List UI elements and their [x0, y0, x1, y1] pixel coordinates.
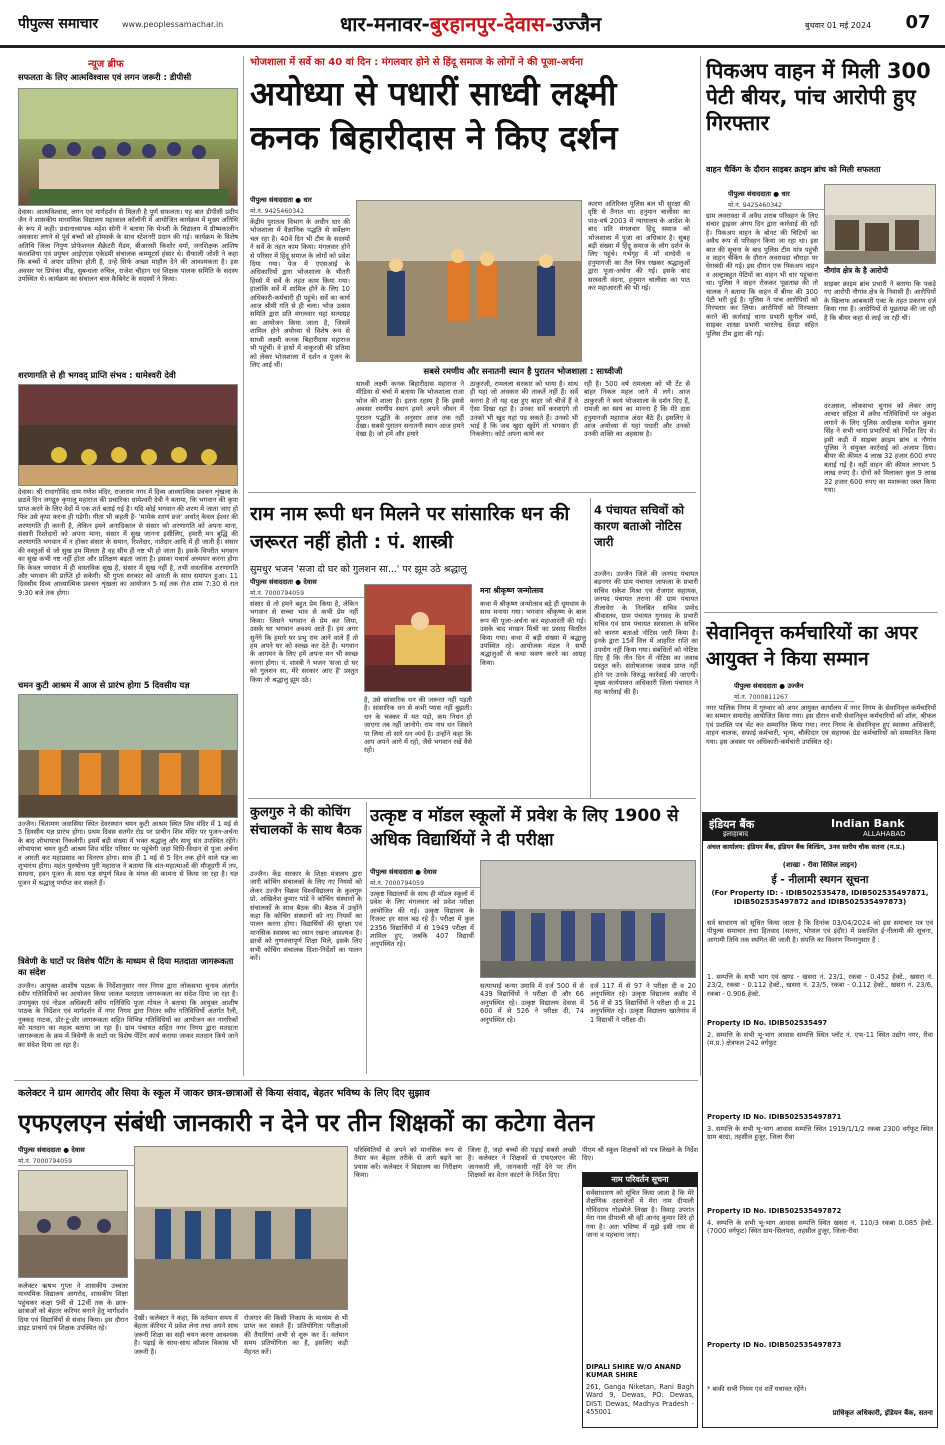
collector-col1: कलेक्टर ऋषभ गुप्ता ने शासकीय उच्चतर माध्यमिक विद्यालय आगरोद, शासकीय शिक्षा पहुंचकर कक्षा 9वीं से 12वीं तक के छात्र-छात्राओं को बेहतर करियर बनाने हेतु मार्गदर्शन दिया एवं विद्यार्थियों से संवाद किया। इस दौरान डाइट प्राचार्य एवं शिक्षक उपस्थित रहे। — [18, 1282, 128, 1333]
lead-kicker: भोजशाला में सर्वे का 40 वां दिन : मंगलवार होने से हिंदू समाज के लोगों ने की पूजा-अर्चना — [250, 57, 583, 68]
name-change-address: 261, Ganga Niketan, Rani Bagh Ward 9, Dewas, PO: Dewas, DIST: Dewas, Madhya Pradesh - 455001 — [586, 1383, 694, 1417]
collector-col4: परिस्थितियों से अपने को मानसिक रूप से तैयार कर बेहतर तरीके से आगे बढ़ने का प्रयास करें। कलेक्टर ने विद्यालय का निरीक्षण किया। — [354, 1146, 462, 1180]
katha-stage-photo — [365, 585, 472, 692]
pickup-byline: पीपुल्स संवाददाता ● धार — [728, 190, 790, 198]
exam-students-photo — [481, 861, 696, 978]
collector-col2: देखी। कलेक्टर ने कहा, कि वर्तमान समय में बेहतर कॅरियर में प्रवेश लेना तथा अपने साथ ज़रूरी शिक्षा का सही चयन करना आवश्यक है। पढ़ाई के साथ-साथ कौशल विकास भी जरूरी है। — [134, 1314, 238, 1356]
bank-item-6: Property ID No. IDIB502535497872 — [707, 1207, 842, 1215]
issue-date: बुधवार 01 मई 2024 — [805, 21, 872, 30]
bank-item-8: Property ID No. IDIB502535497873 — [707, 1341, 842, 1349]
sevanivrit-byline: पीपुल्स संवाददाता ● उज्जैन — [734, 682, 804, 690]
ram-phone: मो.नं. 7000794059 — [250, 588, 370, 598]
brief1-headline: सफलता के लिए आत्मविश्वास एवं लगन जरूरी : डीपीसी — [18, 72, 192, 82]
school-phone: मो.नं. 7000794059 — [370, 878, 490, 888]
bank-item-2: Property ID No. IDIB502535497 — [707, 1019, 828, 1027]
brief2-photo — [18, 384, 238, 486]
ram-subhead: सुमधुर भजन 'सजा दो घर को गुलशन सा...' पर झूम उठे श्रद्धालु — [250, 564, 467, 575]
section-title — [340, 10, 740, 40]
lead-photo — [356, 200, 582, 362]
collector-photo — [18, 1170, 128, 1278]
brief1-photo — [18, 88, 238, 206]
collector-col6: पीएम श्री स्कूल शिक्षकों को पत्र लिखने के निर्देश दिए। — [582, 1146, 698, 1163]
lead-headline-1: अयोध्या से पधारीं साध्वी लक्ष्मी — [250, 74, 617, 113]
seized-beer-photo — [825, 185, 936, 264]
bank-item-3: 2. सम्पत्ति के सभी भू-भाग आवास सम्पत्ति स्थित प्लॉट नं. एफ-11 स्थित उद्योग नगर, रीवा (म.प्र.) क्षेत्रफल 242 वर्गफुट — [707, 1031, 933, 1048]
saints-gathering-photo — [19, 695, 238, 818]
collector-phone: मो.नं. 7000794059 — [18, 1156, 138, 1166]
newspaper-logo: पीपुल्स समाचार — [18, 16, 99, 32]
name-change-body: सर्वसाधारण को सूचित किया जाता है कि मेरे शैक्षणिक दस्तावेजों में मेरा नाम दीपाली गोविंदराव गोडबोले लिखा है। विवाह उपरांत मेरा नाम दीपाली श्री व्ही आनंद कुमार शिरे हो गया है। अतः भविष्य में मुझे इसी नाम से जाना व पहचाना जाए। — [586, 1189, 694, 1240]
bank-notice — [702, 812, 938, 1428]
sevanivrit-headline: सेवानिवृत्त कर्मचारियों का अपर आयुक्त ने किया सम्मान — [706, 622, 918, 670]
ram-col3-head: मना श्रीकृष्ण जन्मोत्सव — [480, 586, 544, 595]
website: www.peoplessamachar.in — [122, 20, 224, 29]
name-change-header: नाम परिवर्तन सूचना — [583, 1173, 697, 1187]
bank-sign: प्राधिकृत अधिकारी, इंडियन बैंक, सतना — [832, 1409, 933, 1417]
bank-item-4: Property ID No. IDIB502535497871 — [707, 1113, 842, 1121]
collector-classroom-photo — [19, 1171, 128, 1278]
collector-byline: पीपुल्स संवाददाता ● देवास — [18, 1146, 85, 1154]
brief3-headline: चमन कुटी आश्रम में आज से प्रारंभ होगा 5 दिवसीय यज्ञ — [18, 680, 190, 690]
brief3-photo — [18, 694, 238, 818]
pickup-caption: साइबर क्राइम ब्रांच प्रभारी ने बताया कि पकड़े गए आरोपी नौगांव क्षेत्र के निवासी हैं। आरोपियों के खिलाफ आबकारी एक्ट के तहत प्रकरण दर्ज किया गया है। आरोपियों से पूछताछ की जा रही है कि बीयर कहां से लाई जा रही थी। — [824, 280, 936, 322]
brief1-body: देवास। आत्मविश्वास, लगन एवं मार्गदर्शन से मिलती है पूर्ण सफलता। यह बात डीपीसी प्रदीप जैन ने शासकीय माध्यमिक विद्यालय महाकाल कॉलोनी में आयोजित कार्यक्रम में मुख्य अतिथि के रूप में कही। प्रधानाध्यापक महेश सोनी ने बताया कि मेनशी के विद्यालय में ग्रीष्मकालीन अवकाश लगने से पूर्व बच्चों को होमवर्क के साथ स्टेशनरी प्रदान की गई। कार्यक्रम के विशेष अतिथि जिला निपुण प्रोफेशनल सैक्रेटरी मैडम, बीआरसी किशोर वर्मा, जनशिक्षक आशिष करवशिया एवं प्रयुषन आईएएस एकेडमी संचालक कम्प्यूटर्स हंसार थे। सैफाली जोशी ने कहा कि बच्चों में अपार प्रतिभा होती है, उन्हें सिर्फ अच्छा माहौल देने की आवश्यकता है। इस अवसर पर प्रियंका मीढ़, सुबन्धला रुचिल, राजेश चौहान एवं शिक्षक पालक समिति के सदस्य उपस्थित थे। कार्यक्रम का संचालन बाल कैबिनेट के सदस्यों ने किया। — [18, 208, 238, 284]
school-col1: उत्कृष्ट विद्यालयों के साथ ही मॉडल स्कूलों में प्रवेश के लिए मंगलवार को प्रवेश परीक्षा आयोजित की गई। उत्कृष्ट विद्यालय के रिजल्ट हर साल बढ़ रहे हैं। परीक्षा में कुल 2356 विद्यार्थियों में से 1949 परीक्षा में शामिल हुए, जबकि 407 विद्यार्थी अनुपस्थित रहे। — [370, 890, 474, 949]
pickup-photo — [824, 184, 936, 264]
school-headline: उत्कृष्ट व मॉडल स्कूलों में प्रवेश के लिए 1900 से अधिक विद्यार्थियों ने दी परीक्षा — [370, 806, 679, 850]
pickup-phone: मो.नं. 9425460342 — [728, 200, 828, 210]
collector-kicker: कलेक्टर ने ग्राम आगरोद और सिया के स्कूल में जाकर छात्र-छात्राओं से किया संवाद, बेहतर भविष्य के लिए दिए सुझाव — [18, 1088, 430, 1099]
bank-branch2: (शाखा - रीवा सिविल लाइन) — [782, 861, 858, 869]
ram-byline: पीपुल्स संवाददाता ● देवास — [250, 578, 317, 586]
ram-col1: संसार से तो हमने बहुत प्रेम किया है, लेकिन भगवान से सच्चा भाव से कभी प्रेम नहीं किया। जिसने भगवान से प्रेम कर लिया, उसके घर भगवान अवश्य आते हैं। हम अगर सुनेंगे कि हमारे घर प्रभु राम आने वाले हैं तो हम अपने घर को स्वच्छ कर देते हैं। भगवान के आगमन के लिए हमें अपना मन भी स्वच्छ करना होगा। पं. शास्त्री ने भजन 'सजा दो घर को गुलशन सा, मेरे सरकार आए हैं' प्रस्तुत किया तो श्रद्धालु झूम उठे। — [250, 600, 358, 684]
ram-headline: राम नाम रूपी धन मिलने पर सांसारिक धन की जरूरत नहीं होती : पं. शास्त्री — [250, 503, 570, 553]
section-title-part1: धार-मनावर- — [340, 12, 430, 36]
brief4-headline: त्रिवेणी के घाटों पर विशेष पैटिंग के माध्यम से दिया मतदाता जागरूकता का संदेश — [18, 956, 234, 977]
masthead — [0, 0, 945, 48]
news-brief-label: न्यूज ब्रीफ — [88, 59, 124, 70]
section-title-red: बुरहानपुर-देवास- — [429, 12, 553, 36]
lead-quote-col2: ठाकुरजी, रामलला सरकार को भाया है। साथ ही यहां जो अंधकार की ताकतें नहीं हैं। सर्वे करना है तो यह दक्ष हुए बाहर जो चीजें हैं वे ऐसा दिखा रहा है। उनका सर्वे करवाएंगे तो उनको भी खुद यहां पड़ सकते हैं। उनको भी भाई है कि जब खुदा खुदेंगे तो भगवान ही निकलेगा। कोर्ट अपना कार्य कर — [470, 380, 578, 439]
school-col3: दर्ज 117 में से 97 ने परीक्षा दी व 20 अनुपस्थित रहे। उत्कृष्ट विद्यालय कन्नौद में 56 में से 35 विद्यार्थियों ने परीक्षा दी व 21 अनुपस्थित रहे। उत्कृष्ट विद्यालय खातेगांव में 1 विद्यार्थी ने परीक्षा दी। — [590, 982, 696, 1024]
bank-footer: * बाकी सभी नियम एवं शर्तें यथावत रहेंगे। — [707, 1385, 807, 1393]
section-title-part2: उज्जैन — [552, 12, 602, 36]
lead-col1: केंद्रीय पुरातत्व विभाग के अधीन धार की भोजशाला में वैज्ञानिक पद्धति से सर्वेक्षण चल रहा है। 40वें दिन भी टीम के सदस्यों ने सर्वे के तहत काम किया। मंगलवार होने से परिसर में हिंदू समाज के लोगों को प्रवेश दिया गया। पेज में एएसआई के अधिकारियों द्वारा भोजशाला के भीतरी हिस्से में सर्वे के तहत काम किया गया। हालांकि सर्वे में शामिल होने के लिए 10 अधिकारी-कर्मचारी ही पहुंचे। सर्वे का कार्य आज श्रीमी गति से ही चला। भोज उत्सव समिति द्वारा प्रति मंगलवार यहां सत्याग्रह का आयोजन किया जाता है, जिसमें शामिल होने अयोध्या से विशेष रूप से साध्वी लक्ष्मी कनक बिहारीदास महाराज भी पहुंचीं। वे हाथों में वाकुरजी की प्रतिमा को लेकर भोजशाला में दर्शन व पूजन के लिए आई थीं। — [250, 218, 350, 369]
lead-byline: पीपुल्स संवाददाता ● धार — [250, 196, 312, 204]
bank-branch: अंचल कार्यालय: इंडियन बैंक, इंडियन बैंक बिल्डिंग, 3नव स्तरीय चौक सतना (म.प्र.) — [707, 843, 905, 851]
pickup-subhead: वाहन चैकिंग के दौरान साइबर क्राइम ब्रांच को मिली सफलता — [706, 165, 881, 174]
pickup-body: ग्राम लवरावदा में अवैध शराब परिवहन के लिए संचार ड्राइवर अंगय दिन द्वारा कार्रवाई की रही है। पिकअप वाहन के बोनट की चिटियों का अवैध रूप से परिवहन किया जा रहा था। इस बात की सूचना के बाद पुलिस टीम यांत्र पहुंची व वाहन चैकिंग के दौरान लवरावदा चौराहा पर घेराबंदी की गई। इस दौरान एक पिकअप वाहन व अल्ट्राबहुत पेटियों का वाहन भी धार पहुंचाना था। पुलिस ने वाहन रोककर पूछताछ की तो चालक ने बताया कि वाहन में बीयर की 300 पेटी भरी हुई है। पुलिस ने पांच आरोपियों को गिरफ्तार कर लिया। आरोपियों को गिरफ्तार करने की कार्रवाई थाना प्रभारी सुनील वर्मा, साइबर शाखा प्रभारी भारतेन्द्र देवड़ा सहित पुलिस टीम द्वारा की गई। — [706, 212, 818, 338]
bank-item-7: 4. सम्पत्ति के सभी भू-भाग आवास सम्पत्ति स्थित खसरा नं. 110/3 रकबा 0.085 हेक्टे. (7000 वर्गफुट) स्थित ग्राम-सिलपरा, तहसील हुजूर, जिला-रीवा — [707, 1219, 933, 1236]
bank-notice-title: ई - नीलामी स्थगन सूचना — [771, 874, 869, 886]
lead-quote-col1: साध्वी लक्ष्मी कनक बिहारीदास महाराज ने मीडिया से चर्चा में बताया कि भोजशाला राजा भोज की शाला है। इतना रहस्य है कि इससे अवसर रमणीय स्थान हमने अपने जीवन में पुरातन पद्धति के अनुसार आज तक नहीं देखा। सबसे पुरातन सनातनी स्थान आज हमने देखा है। जो हमें और हमारे — [356, 380, 464, 439]
ram-photo — [364, 584, 472, 692]
bank-intro: सर्व साधारण को सूचित किया जाता है कि दिनांक 03/04/2024 को इस समाचार पत्र एवं पीपुल्स समाचार तथा हितवाद (सतना, भोपाल एवं इंदौर) में प्रकाशित ई-नीलामी की सूचना, आगामी तिथि तक स्थगित की जाती है। संपत्ति का विवरण निम्नानुसार है : — [707, 919, 933, 944]
bank-name-hindi: इंडियन बैंक — [709, 818, 755, 831]
panchayat-headline: 4 पंचायत सचिवों को कारण बताओ नोटिस जारी — [594, 503, 685, 549]
school-col2: सत्याभाई कन्या उमावि में दर्ज 500 में से 439 विद्यार्थियों ने परीक्षा दी और 66 अनुपस्थित रहे। उत्कृष्ट विद्यालय देवास में 600 में से 526 ने परीक्षा दी, 74 अनुपस्थित रहे। — [480, 982, 584, 1024]
lead-headline-2: कनक बिहारीदास ने किए दर्शन — [250, 118, 618, 157]
brief3-body: उज्जैन। चिंतामण जवासिया स्थित देवरस्थान चमन कुटी आश्रम स्थित शिव मंदिर में 1 मई से 5 दिवसीय यज्ञ प्रारंभ होगा। प्रथम दिवस सतगेर रोड पर प्राचीन शिव मंदिर पर पूजन-अर्चना के बाद शोभायात्रा निकलेगी। इसमें बड़ी संख्या में भक्त श्रद्धालु और साधु संत उपस्थित रहेंगे। शोभायात्रा चमन कुटी आश्रम शिव मंदिर परिसर पर पहुंचेगी जहां विधि-विधान से पूजा अर्चना व आरती कर महाप्रसाद का वितरण होगा। साथ ही 1 मई से 5 दिन तक होने वाले यज्ञ का शुभारंभ होगा। महंत पुरुषोत्तम पुरी महाराज ने बताया कि संत-महात्माओं की मौजूदगी में तप, साधना, हवन पूजन के साथ यज्ञ संपूर्ण विश्व के मंगल की कामना से किया जा रहा है। यज्ञ पूजन में श्रद्धालु पर्याप्त कर सकते हैं। — [18, 820, 238, 887]
pickup-body2: दरअसल, लोकसभा चुनाव को लेकर लागू आचार संहिता में अवैध गतिविधियों पर अंकुश लगाने के लिए पुलिस अधीक्षक मनोज कुमार सिंह ने सभी थाना प्रभारियों को निर्देश दिए थे। इसी कड़ी में साइबर क्राइम ब्रांच व नौगांव पुलिस ने संयुक्त कार्रवाई को अंजाम दिया। बीयर की कीमत 4 लाख 32 हजार 600 रुपए बताई गई है। वहीं वाहन की कीमत लगभग 5 लाख रुपए है। दोनों को मिलाकर कुल 9 लाख 32 हजार 600 रुपए का मशरूका जब्त किया गया। — [824, 402, 936, 495]
name-change-notice — [582, 1172, 698, 1428]
panchayat-body: उज्जैन। उज्जैन जिले की जनपद पंचायत बड़नगर की ग्राम पंचायत जाफला के प्रभारी सचिव राकेश मिश्रा एवं रोजगार सहायक, जनपद पंचायत तराना की ग्राम पंचायत तीलावेरा के निलंबित सचिव प्रमोद श्रीवास्तव, ग्राम पंचायत गुनावद के प्रभारी सचिव एवं ग्राम पंचायत सरसाला के सचिव को कारण बताओ नोटिस जारी किया है। इनके द्वारा 15वें वित्त में आहरित राशि का उपयोग नहीं किया गया। संबंधितों को नोटिस दिए हैं कि तीन दिन में नोटिस का जवाब प्रस्तुत करें। संतोषजनक जवाब प्राप्त नहीं होने पर उनके विरुद्ध कार्रवाई की जाएगी। मुख्य कार्यपालन अधिकारी जिला पंचायत ने यह कार्रवाई की है। — [594, 570, 698, 696]
school-byline: पीपुल्स संवाददाता ● देवास — [370, 868, 437, 876]
allahabad-hindi: इलाहाबाद — [723, 830, 749, 838]
collector-headline: एफएलएन संबंधी जानकारी न देने पर तीन शिक्षकों का कटेगा वेतन — [18, 1109, 595, 1137]
students-interaction-photo — [135, 1147, 348, 1310]
brief4-body: उज्जैन। आयुक्त आशीष पाठक के निर्देशानुसार नगर निगम द्वारा लोकसभा चुनाव अंतर्गत स्वीप गतिविधियों का आयोजन किया जाकर मतदाता जागरूकता का संदेश दिया जा रहा है। उपायुक्त एवं नोडल अधिकारी स्वीप गतिविधि पूजा गोयल ने बताया कि आयुक्त आशीष पाठक के निर्देशन एवं मार्गदर्शन में नगर निगम द्वारा निरंतर स्वीप गतिविधियों अंतर्गत रैली, नुक्कड़ नाटक, डोर-टू-डोर जागरूकता सहित विभिन्न गतिविधियों का आयोजन कर नागरिकों को मतदान का महत्व बताया जा रहा है। ग्राम पंचायत सहित नगर निगम द्वारा मतदाता जागरूकता के क्रम में त्रिवेणी के घाटों पर विशेष पेंटिंग कार्य कराया जाकर मतदान किये जाने का संदेश दिया जा रहा है। — [18, 982, 238, 1049]
name-change-sign: DIPALI SHIRE W/O ANAND KUMAR SHIRE — [586, 1363, 682, 1379]
bank-header — [703, 813, 937, 841]
lead-quote-col3: रही है। 500 वर्ष रामलला को भी टेंट से बाहर निकल महल जाने में लगे। आज ठाकुरजी ने स्वयं भोजशाला के दर्शन दिए हैं, रामजी का स्वयं का मानना है कि मेरे दास हनुमानजी महाराज अंदर बैठे हैं। इसलिए वे आज अयोध्या से यहां पधारी और उनको उनकी शक्ति का अहसास है। — [584, 380, 690, 439]
pickup-headline: पिकअप वाहन में मिली 300 पेटी बीयर, पांच आरोपी हुए गिरफ्तार — [706, 59, 931, 135]
collector-col5: जिला है, जहां बच्चों की पढ़ाई सबसे अच्छी है। कलेक्टर ने शिक्षकों से एफएलएन की जानकारी ली, जानकारी नहीं देने पर तीन शिक्षकों का वेतन काटने के निर्देश दिए। — [468, 1146, 576, 1180]
brief2-headline: शरणागति से ही भगवद् प्राप्ति संभव : धामेश्वरी देवी — [18, 370, 176, 380]
bank-item-5: 3. सम्पत्ति के सभी भू-भाग आवास सम्पत्ति स्थित 1919/1/1/2 रकबा 2300 वर्गफुट स्थित ग्राम बरदा, तहसील हुजूर, जिला रीवा — [707, 1125, 933, 1142]
collector-col3: रोजगार की किसी निकाय के माध्यम से भी प्राप्त कर सकते हैं। प्रतियोगिता परीक्षाओं की तैयारियां अभी से शुरू कर दें। वर्तमान समय प्रतियोगिता का है, इसलिए कड़ी मेहनत करें। — [244, 1314, 348, 1356]
devotees-photo — [19, 385, 238, 486]
ram-col2: है, उसे सांसारिक धन की जरूरत नहीं पड़ती है। सांसारिक धन से कभी प्यास नहीं बुझती। धन के चक्कर में मत पड़ो, कम निधन हो जाएगा तब नहीं जानोगे। राम नाम धन जिसने पा लिया तो सारे धन व्यर्थ है। उन्होंने कहा कि आप अपने आगे में रहो, जैसे भगवान रखें वैसे रहो। — [364, 696, 472, 755]
bank-property-ids: (For Property ID: - IDIB502535478, IDIB502535497871, IDIB502535497872 and IDIB502535497873) — [711, 889, 929, 906]
sevanivrit-body: नगर पालिक निगम में गुरुवार को अपर आयुक्त कार्यालय में नगर निगम के सेवानिवृत्त कर्मचारियों का सम्मान समारोह आयोजित किया गया। इस दौरान सभी सेवानिवृत्त कर्मचारियों को शॉल, श्रीफल एवं प्रशस्ति पत्र भेंट कर सम्मानित किया गया। नगर निगम के सेवानिवृत्त हुए स्वास्थ्य अधिकारी, वाहन चालक, सफाई कर्मचारी, भृत्य, चौकीदार एवं सहायक ग्रेड कर्मचारियों को सम्मानित किया गया। इस अवसर पर अधिकारी-कर्मचारी उपस्थित रहे। — [706, 704, 936, 746]
lead-phone: मो.नं. 9425460342 — [250, 206, 350, 216]
ram-col3: कथा में श्रीकृष्ण जन्मोत्सव बड़े ही धूमधाम के साथ मनाया गया। भगवान श्रीकृष्ण के बाल रूप की पूजा-अर्चना कर महाआरती की गई। उसके बाद माखन मिश्री का प्रसाद वितरित किया गया। कथा में बड़ी संख्या में श्रद्धालु उपस्थित रहे। आयोजक मंडल ने सभी श्रद्धालुओं से कथा श्रवण करने का आग्रह किया। — [480, 600, 586, 667]
students-group-photo — [19, 89, 238, 206]
sevanivrit-phone: मो.नं. 7000811267 — [734, 692, 854, 702]
bank-item-1: 1. सम्पत्ति के सभी भाग एवं खण्ड - खसरा नं. 23/1, रकबा - 0.452 हेक्टे., खसरा नं. 23/2, रकबा - 0.112 हेक्टे., खसरा नं. 23/5, रकबा - 0.112 हेक्टे., खसरा नं. 23/6, रकबा - 0.906 हेक्टे. — [707, 973, 933, 998]
sadhvi-procession-photo — [357, 201, 582, 362]
pickup-caption-head: नौगांव क्षेत्र के है आरोपी — [824, 266, 889, 275]
bank-name-english: Indian Bank — [831, 817, 905, 830]
lead-col3: कारण अतिरिक्त पुलिस बल भी सुरक्षा की दृष्टि से तैनात था। हनुमान चालीसा का पाठ-वर्ष 2003 में न्यायालय के आदेश के बाद प्रति मंगलवार हिंदू समाज को भोजशाला में पूजा का अधिकार है। सुबह बड़ी संख्या में हिंदू समाज के लोग दर्शन के लिए पहुंचे। गर्भगृह में माँ वाग्देवी व हनुमानजी का तैल चित्र रखकर श्रद्धालुओं द्वारा पूजा-अर्चना की गई। इसके बाद सरस्वती वंदना, हनुमान चालीसा का पाठ कर महाआरती की भी गई। — [588, 200, 690, 293]
page-number: 07 — [905, 12, 931, 33]
kulguru-headline: कुलगुरु ने की कोचिंग संचालकों के साथ बैठक — [250, 805, 362, 838]
allahabad-english: ALLAHABAD — [863, 830, 906, 838]
collector-photo2 — [134, 1146, 348, 1310]
brief2-body: देवास। श्री राधागोविंद धाम गणेश मंदिर, राजाराम नगर में दिव्य आध्यात्मिक प्रवचन शृंखला के छठवें दिन जगद्गुरु कृपालु महाराज की प्रचारिका धामेश्वरी देवी ने बताया, कि भगवान की कृपा प्राप्त करने के लिए वेदों में एक शर्त बताई गई है। यदि कोई भगवान की शरण में जाता जाए हो फिर उसे कृपा करना ही पड़ेगी। गीता भी कहती है- 'मामेकं शरणं व्रज' अर्थात् केवल ईश्वर की शरणागति ही करनी है, लेकिन इमने अनादिकाल से संसार को शरणागति को अपना माना, संसारी रिश्तेदारों को अपना माना, संसार में सुख जानना इसीलिए, हमारी मन बुद्धि की शरणागति भगवान में न होकर संसार के समान, रिश्तेदार, नातेदार आदि में ही जाती है। संसार की वस्तुओं से जो सुख हम मिलता है वह सीय ही नष्ट भी हो जाता है। इसके विपरीत भगवान का सुख कभी नष्ट नहीं होता और प्रतिक्षण बढ़ता जाता है। इसका यथार्थ अध्ययन करना होगा कि केवल भगवान में ही वास्तविक सुख है, संसार में सुख नहीं है, तभी वास्तविक शरणागति और भगवान की प्राप्ति हो सकेगी। श्री गुप्ता सरकार को आरती के साथ समापन हुआ। 11 दिवसीय दिव्य आध्यात्मिक प्रवचन शृंखला का आयोजन 5 मई तक रोज शाम 7:30 से रात 9:30 बजे तक होगा। — [18, 488, 238, 597]
school-photo — [480, 860, 696, 978]
lead-quote-headline: सबसे रमणीय और सनातनी स्थान है पुरातन भोजशाला : साध्वीजी — [423, 366, 623, 376]
kulguru-body: उज्जैन। केंद्र सरकार के शिक्षा मंत्रालय द्वारा जारी कोचिंग संचालकों के लिए नए नियमों को लेकर उज्जैन विक्रम विश्वविद्यालय के कुलगुरु प्रो. अखिलेश कुमार पांडे ने कोचिंग संस्थानों के संचालकों के साथ बैठक की। बैठक में उन्होंने कहा कि कोचिंग संस्थानों को नए नियमों का पालन करना होगा। विद्यार्थियों की सुरक्षा एवं मानसिक स्वास्थ्य का ध्यान रखना आवश्यक है। छात्रों को गुणवत्तापूर्ण शिक्षा मिले, इसके लिए सभी कोचिंग संचालक दिशा-निर्देशों का पालन करें। — [250, 870, 362, 963]
